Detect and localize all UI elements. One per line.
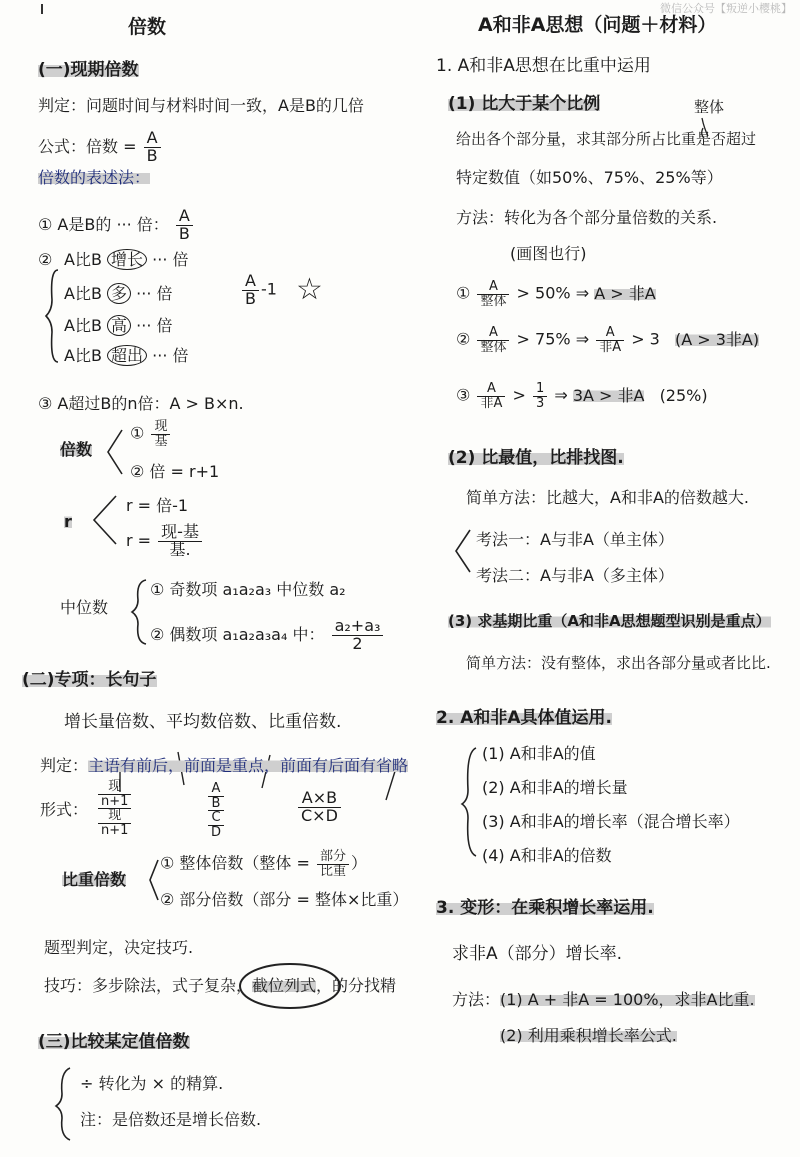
fraction-denominator: D: [211, 824, 222, 840]
item1-text: ① A是B的 ··· 倍：: [38, 214, 169, 234]
fraction-denominator: n+1: [101, 793, 129, 809]
formula-fraction: [144, 130, 161, 165]
fraction-numerator: 现: [151, 420, 170, 435]
ex3-result: 3A > 非A: [572, 385, 645, 405]
fraction-denominator: 整体: [480, 339, 507, 355]
s3-line1: ÷ 转化为 × 的精算.: [80, 1074, 224, 1093]
ex1-compare: > 50% ⇒: [516, 283, 590, 303]
type-line: 题型判定，决定技巧.: [44, 938, 194, 957]
row-pre: A比B: [64, 250, 102, 269]
fraction-denominator: 3: [535, 395, 545, 411]
ex2-result: (A > 3非A): [674, 329, 760, 349]
fraction-numerator: A: [596, 326, 624, 341]
p2-heading: 2. A和非A具体值运用.: [436, 708, 612, 728]
ratio-1-suffix: ）: [351, 853, 368, 873]
item2-marker: ②: [38, 250, 53, 269]
p3-method-2: (2) 利用乘积增长率公式.: [500, 1026, 677, 1045]
tech-suffix: ，的分找精: [316, 976, 397, 995]
left-title: 倍数: [128, 16, 167, 38]
ex1-marker: ①: [456, 283, 471, 303]
form-c: [296, 790, 343, 825]
p2-item: (4) A和非A的倍数: [482, 846, 612, 865]
beishu-1-marker: ①: [130, 423, 145, 443]
expr-item-1: [38, 208, 195, 243]
fraction-numerator: A: [477, 280, 509, 295]
form-a2-fraction: [98, 808, 131, 837]
beishu-2: ② 倍 = r+1: [130, 462, 220, 481]
form-b2-fraction: [208, 810, 224, 839]
s1-judge: 判定：问题时间与材料时间一致，A是B的几倍: [38, 96, 364, 115]
p3-heading: 3. 变形：在乘积增长率运用.: [436, 898, 654, 918]
form-a-fraction: [98, 780, 131, 808]
p1-s2-heading: (2) 比最值，比排找图.: [448, 448, 624, 468]
fraction-numerator: 现: [98, 780, 131, 795]
p1-s3-line1: 简单方法：没有整体，求出各部分量或者比比.: [466, 654, 771, 672]
ex3-gt: >: [512, 385, 526, 405]
s1-formula: [38, 130, 163, 165]
item1-fraction: [176, 208, 193, 243]
r-2-prefix: r =: [126, 530, 152, 550]
fraction-denominator: B: [211, 795, 221, 811]
whole-note: 整体: [694, 98, 725, 116]
ex3-marker: ③: [456, 385, 471, 405]
example-1: [456, 280, 656, 308]
ratio-1: [160, 850, 367, 878]
p3-method-label: 方法：: [452, 990, 501, 1009]
ex1-result: A > 非A: [594, 283, 656, 303]
item2-row: [64, 284, 173, 303]
expr-heading: 倍数的表述法：: [38, 168, 151, 187]
fraction-denominator: B: [178, 223, 190, 243]
fraction-numerator: A: [144, 130, 161, 148]
p1-line1: 给出各个部分量，求其部分所占比重是否超过: [456, 130, 757, 148]
p3-line1: 求非A（部分）增长率.: [452, 944, 623, 964]
p3-method-1: (1) A + 非A = 100%，求非A比重.: [500, 990, 755, 1009]
p1-heading: 1. A和非A思想在比重中运用: [436, 56, 651, 76]
fraction-denominator: 非A: [480, 395, 503, 411]
form-b-fraction: [208, 782, 224, 810]
ex2-fraction-2: [596, 326, 624, 354]
beishu-label: 倍数: [60, 440, 93, 459]
p2-item: (1) A和非A的值: [482, 744, 596, 763]
r-2-fraction: [158, 524, 202, 559]
right-title: A和非A思想（问题＋材料）: [478, 14, 717, 36]
s3-line2: 注：是倍数还是增长倍数.: [80, 1110, 262, 1129]
ex1-fraction: [477, 280, 509, 308]
tech-prefix: 技巧：多步除法，式子复杂，: [44, 976, 253, 995]
p1-line3: 方法：转化为各个部分量倍数的关系.: [456, 208, 718, 227]
beishu-1: [130, 420, 172, 448]
s3-heading: (三)比较某定值倍数: [38, 1032, 190, 1052]
circled-word: 高: [107, 315, 131, 336]
ex3-fraction: [477, 382, 505, 410]
s2-heading: (二)专项：长句子: [22, 670, 157, 690]
median-label: 中位数: [60, 598, 109, 617]
s2-judge: [40, 756, 408, 775]
median-1: ① 奇数项 a₁a₂a₃ 中位数 a₂: [150, 580, 346, 599]
s2-judge-text: 主语有前后，前面是重点，前面有后面有省略: [88, 756, 409, 775]
ratio-2: ② 部分倍数（部分 = 整体×比重）: [160, 890, 409, 909]
fraction-numerator: A: [477, 326, 509, 341]
fraction-numerator: 部分: [317, 850, 349, 865]
beishu-1-fraction: [151, 420, 170, 448]
fraction-numerator: A: [477, 382, 505, 397]
note-fraction: [242, 270, 259, 308]
p1-line4: (画图也行): [510, 244, 587, 263]
fraction-numerator: 1: [533, 382, 547, 397]
ex3-fraction-2: [533, 382, 547, 410]
fraction-numerator: a₂+a₃: [332, 618, 384, 636]
p1-s1-heading: (1) 比大于某个比例: [448, 94, 601, 114]
fraction-numerator: A: [176, 208, 193, 226]
fraction-denominator: B: [245, 288, 256, 308]
tech-line: [44, 976, 396, 995]
p1-s2-test2: 考法二：A与非A（多主体）: [476, 566, 674, 585]
fraction-numerator: 现-基: [158, 524, 202, 542]
circled-word: 增长: [107, 249, 147, 270]
example-2: [456, 326, 759, 354]
form-a: [96, 780, 133, 838]
row-post: ··· 倍: [152, 250, 189, 269]
ratio-label: 比重倍数: [62, 870, 127, 889]
ex2-marker: ②: [456, 329, 471, 349]
fraction-denominator: n+1: [101, 822, 129, 838]
median-2: [150, 618, 385, 653]
star-icon: ☆: [296, 272, 323, 307]
fraction-denominator: 基: [154, 433, 168, 449]
form-b: [206, 782, 226, 840]
watermark: 微信公众号【叛逆小樱桃】: [660, 2, 792, 15]
form-label: 形式：: [40, 800, 89, 819]
row-post: ··· 倍: [136, 316, 173, 335]
item2-note: [240, 272, 323, 308]
fraction-denominator: 整体: [480, 293, 507, 309]
row-post: ··· 倍: [152, 346, 189, 365]
p1-line2: 特定数值（如50%、75%、25%等）: [456, 168, 723, 187]
p1-s3-heading: (3) 求基期比重（A和非A思想题型识别是重点）: [448, 612, 771, 630]
s2-judge-label: 判定：: [40, 756, 89, 775]
ex3-note: (25%): [659, 385, 708, 405]
median-2-prefix: ② 偶数项 a₁a₂a₃a₄ 中：: [150, 624, 325, 644]
item2-row: [64, 346, 189, 365]
row-pre: A比B: [64, 284, 102, 303]
fraction-denominator: C×D: [301, 805, 338, 825]
r-label: r: [64, 512, 72, 531]
fraction-denominator: B: [146, 145, 158, 165]
p2-item: (2) A和非A的增长量: [482, 778, 628, 797]
ratio-1-fraction: [317, 850, 349, 878]
ratio-1-prefix: ① 整体倍数（整体 =: [160, 853, 310, 873]
r-1: r = 倍-1: [126, 496, 189, 515]
median-2-fraction: [332, 618, 384, 653]
p1-s2-line1: 简单方法：比越大，A和非A的倍数越大.: [466, 488, 749, 507]
p1-s2-test1: 考法一：A与非A（单主体）: [476, 530, 674, 549]
fraction-denominator: 非A: [599, 339, 622, 355]
fraction-numerator: A: [208, 782, 224, 797]
form-c-fraction: [298, 790, 341, 825]
row-pre: A比B: [64, 346, 102, 365]
ex2-fraction: [477, 326, 509, 354]
item3: ③ A超过B的n倍：A > B×n.: [38, 394, 244, 413]
ex2-compare: > 75% ⇒: [516, 329, 590, 349]
s1-heading: (一)现期倍数: [38, 60, 139, 80]
tech-circled: 截位列式: [252, 976, 317, 995]
p2-item: (3) A和非A的增长率（混合增长率）: [482, 812, 740, 831]
circled-word: 超出: [107, 345, 147, 366]
item2-row: [64, 250, 189, 269]
r-2: [126, 524, 204, 559]
example-3: [456, 382, 708, 410]
note-tail: -1: [260, 279, 277, 299]
row-pre: A比B: [64, 316, 102, 335]
row-post: ··· 倍: [136, 284, 173, 303]
s2-line1: 增长量倍数、平均数倍数、比重倍数.: [64, 712, 342, 732]
circled-word: 多: [107, 283, 131, 304]
fraction-denominator: 基.: [169, 539, 191, 559]
fraction-numerator: C: [208, 811, 224, 826]
fraction-numerator: 现: [98, 809, 131, 824]
fraction-denominator: 比重: [320, 863, 347, 879]
item2-row: [64, 316, 173, 335]
fraction-denominator: 2: [352, 633, 363, 653]
ex2-gt: > 3: [631, 329, 660, 349]
fraction-numerator: A: [242, 273, 259, 291]
formula-label: 公式：倍数 =: [38, 136, 137, 156]
fraction-numerator: A×B: [298, 790, 341, 808]
ex3-arrow: ⇒: [554, 385, 568, 405]
